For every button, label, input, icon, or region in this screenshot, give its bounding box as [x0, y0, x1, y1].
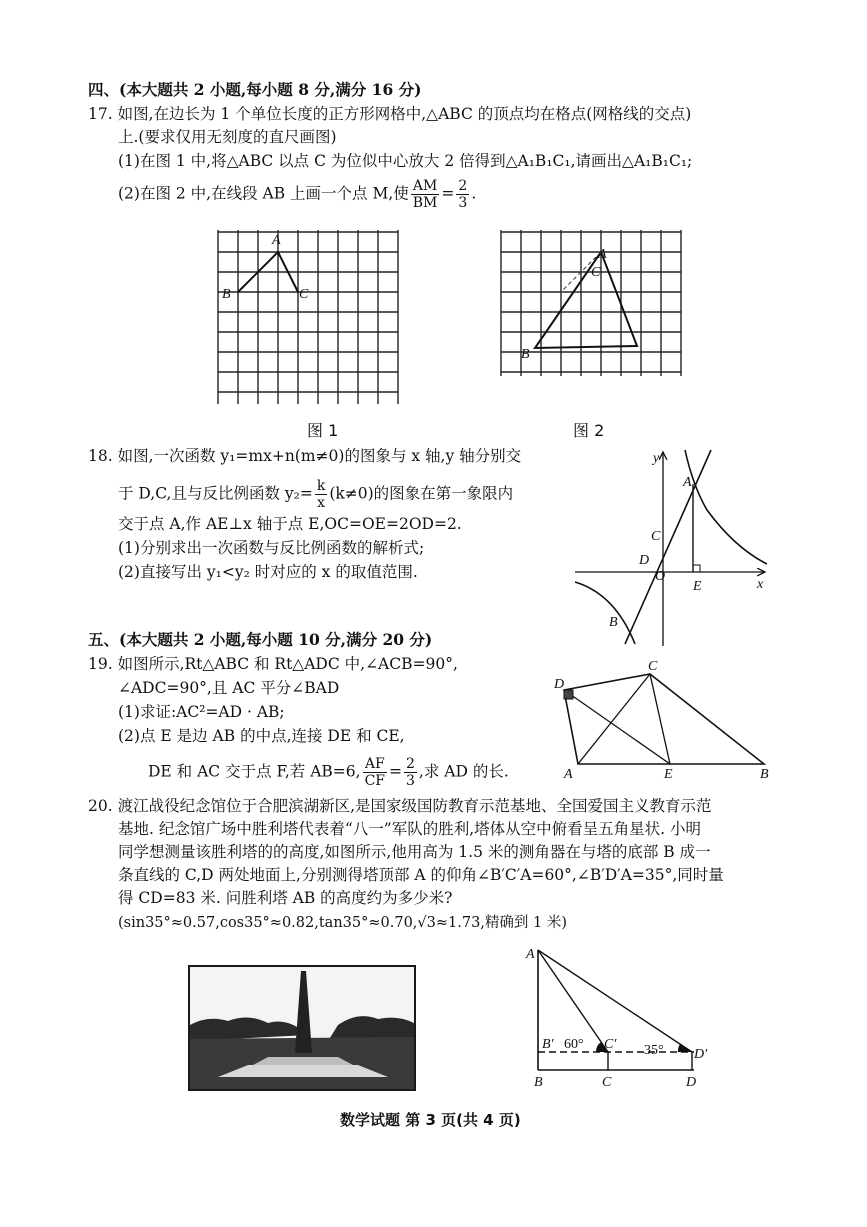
figure-1-caption: 图 1	[307, 421, 339, 440]
label-b: B	[760, 767, 769, 782]
figure-2	[495, 228, 685, 378]
q20-given-values: (sin35°≈0.57,cos35°≈0.82,tan35°≈0.70,√3≈1.73,精确到 1 米)	[118, 915, 568, 931]
q17-ratio-fraction	[411, 178, 440, 211]
q19-stem-line5	[148, 756, 509, 789]
fig1-label-b: B	[222, 287, 231, 302]
q19-stem-line2: ∠ADC=90°,且 AC 平分∠BAD	[118, 679, 340, 697]
label-o: O	[655, 569, 666, 584]
q19-text: ,求 AD 的长.	[418, 762, 509, 781]
victory-tower-photo	[188, 965, 416, 1091]
q20-stem-line1: 20. 渡江战役纪念馆位于合肥滨湖新区,是国家级国防教育示范基地、全国爱国主义教育示范	[88, 797, 712, 815]
q18-text: (k≠0)的图象在第一象限内	[329, 484, 514, 503]
q18-function-graph	[575, 448, 775, 648]
linear-function-line	[625, 450, 711, 644]
label-e: E	[664, 767, 673, 782]
label-b: B	[534, 1075, 543, 1090]
label-c: C	[651, 529, 661, 544]
fraction-numerator: k	[316, 478, 326, 494]
q19-part1: (1)求证:AC²=AD · AB;	[118, 703, 285, 721]
label-e: E	[693, 579, 702, 594]
fig1-label-a: A	[272, 233, 281, 248]
equals-sign: =	[389, 762, 402, 781]
section-4-title: 四、(本大题共 2 小题,每小题 8 分,满分 16 分)	[88, 80, 422, 99]
q17-stem-line1: 17. 如图,在边长为 1 个单位长度的正方形网格中,△ABC 的顶点均在格点(网格线的交点)	[88, 105, 692, 123]
q20-stem-line2: 基地. 纪念馆广场中胜利塔代表着“八一”军队的胜利,塔体从空中俯看呈五角星状. 小明	[118, 820, 701, 838]
q17-part1: (1)在图 1 中,将△ABC 以点 C 为位似中心放大 2 倍得到△A₁B₁C₁,请画出△A₁B₁C₁;	[118, 152, 693, 170]
q18-part2: (2)直接写出 y₁<y₂ 时对应的 x 的取值范围.	[118, 563, 418, 581]
q17-value-fraction	[456, 178, 469, 211]
q19-value-fraction	[404, 756, 417, 789]
q18-text: 于 D,C,且与反比例函数 y₂=	[118, 484, 313, 503]
q17-part2-text: (2)在图 2 中,在线段 AB 上画一个点 M,使	[118, 184, 409, 203]
fraction-denominator: x	[317, 495, 326, 511]
label-y: y	[653, 451, 660, 466]
fraction-numerator: AF	[363, 756, 387, 773]
quadrilateral-abcd	[564, 674, 764, 764]
q19-part2: (2)点 E 是边 AB 的中点,连接 DE 和 CE,	[118, 727, 405, 745]
segment-ac	[578, 674, 650, 764]
hyperbola-branch-q3	[575, 582, 635, 644]
fraction-denominator: 3	[458, 195, 468, 211]
q18-stem-line1: 18. 如图,一次函数 y₁=mx+n(m≠0)的图象与 x 轴,y 轴分别交	[88, 447, 522, 465]
angle-35-mark	[678, 1044, 692, 1052]
q19-ratio-fraction	[363, 756, 387, 789]
label-c: C	[602, 1075, 612, 1090]
q19-stem-line1: 19. 如图所示,Rt△ABC 和 Rt△ADC 中,∠ACB=90°,	[88, 655, 458, 673]
q17-stem-line2: 上.(要求仅用无刻度的直尺画图)	[118, 128, 337, 146]
q17-part2	[118, 178, 476, 211]
label-angle-35: 35°	[644, 1043, 664, 1058]
fraction-denominator: CF	[364, 773, 385, 789]
q19-text: DE 和 AC 交于点 F,若 AB=6,	[148, 762, 361, 781]
label-c-prime: C′	[604, 1037, 617, 1052]
label-b-prime: B′	[542, 1037, 554, 1052]
label-a: A	[564, 767, 573, 782]
q19-quadrilateral-figure	[552, 654, 782, 780]
label-angle-60: 60°	[564, 1037, 584, 1052]
hyperbola-branch-q1	[685, 450, 767, 564]
q20-stem-line4: 条直线的 C,D 两处地面上,分别测得塔顶部 A 的仰角∠B′C′A=60°,∠B′D′A=35°,同时量	[118, 866, 724, 884]
fig2-label-b: B	[521, 347, 530, 362]
label-x: x	[757, 577, 764, 592]
right-angle-mark-d	[564, 690, 573, 699]
label-d: D	[686, 1075, 697, 1090]
q18-stem-line2	[118, 478, 513, 511]
segment-de	[564, 690, 670, 764]
label-b: B	[609, 615, 618, 630]
equals-sign: =	[441, 184, 455, 203]
label-a: A	[526, 947, 535, 962]
q18-part1: (1)分别求出一次函数与反比例函数的解析式;	[118, 539, 425, 557]
fraction-denominator: BM	[412, 195, 438, 211]
label-a: A	[683, 475, 692, 490]
q20-stem-line3: 同学想测量该胜利塔的的高度,如图所示,他用高为 1.5 米的测角器在与塔的底部 B 成一	[118, 843, 711, 861]
figure-1	[210, 228, 410, 408]
figure-1-grid	[218, 230, 398, 404]
q20-stem-line5: 得 CD=83 米. 问胜利塔 AB 的高度约为多少米?	[118, 889, 453, 907]
fraction-numerator: 2	[458, 178, 468, 194]
q18-fraction	[315, 478, 327, 511]
section-5-title: 五、(本大题共 2 小题,每小题 10 分,满分 20 分)	[88, 630, 433, 649]
q18-stem-line3: 交于点 A,作 AE⊥x 轴于点 E,OC=OE=2OD=2.	[118, 515, 462, 533]
fraction-denominator: 3	[406, 773, 415, 789]
fig1-label-c: C	[299, 287, 309, 302]
fraction-numerator: AM	[411, 178, 440, 195]
fig2-label-a: A	[598, 247, 607, 262]
figure-2-caption: 图 2	[573, 421, 605, 440]
label-c: C	[648, 659, 658, 674]
label-d-prime: D′	[694, 1047, 708, 1062]
label-d: D	[639, 553, 650, 568]
page-footer: 数学试题 第 3 页(共 4 页)	[340, 1111, 521, 1129]
q20-angle-diagram	[528, 946, 728, 1090]
fraction-numerator: 2	[406, 756, 415, 772]
right-angle-mark	[693, 565, 700, 572]
period: .	[471, 184, 477, 203]
fig2-label-c: C	[591, 265, 601, 280]
triangle-abc-fig2	[535, 252, 637, 348]
label-d: D	[554, 677, 565, 692]
